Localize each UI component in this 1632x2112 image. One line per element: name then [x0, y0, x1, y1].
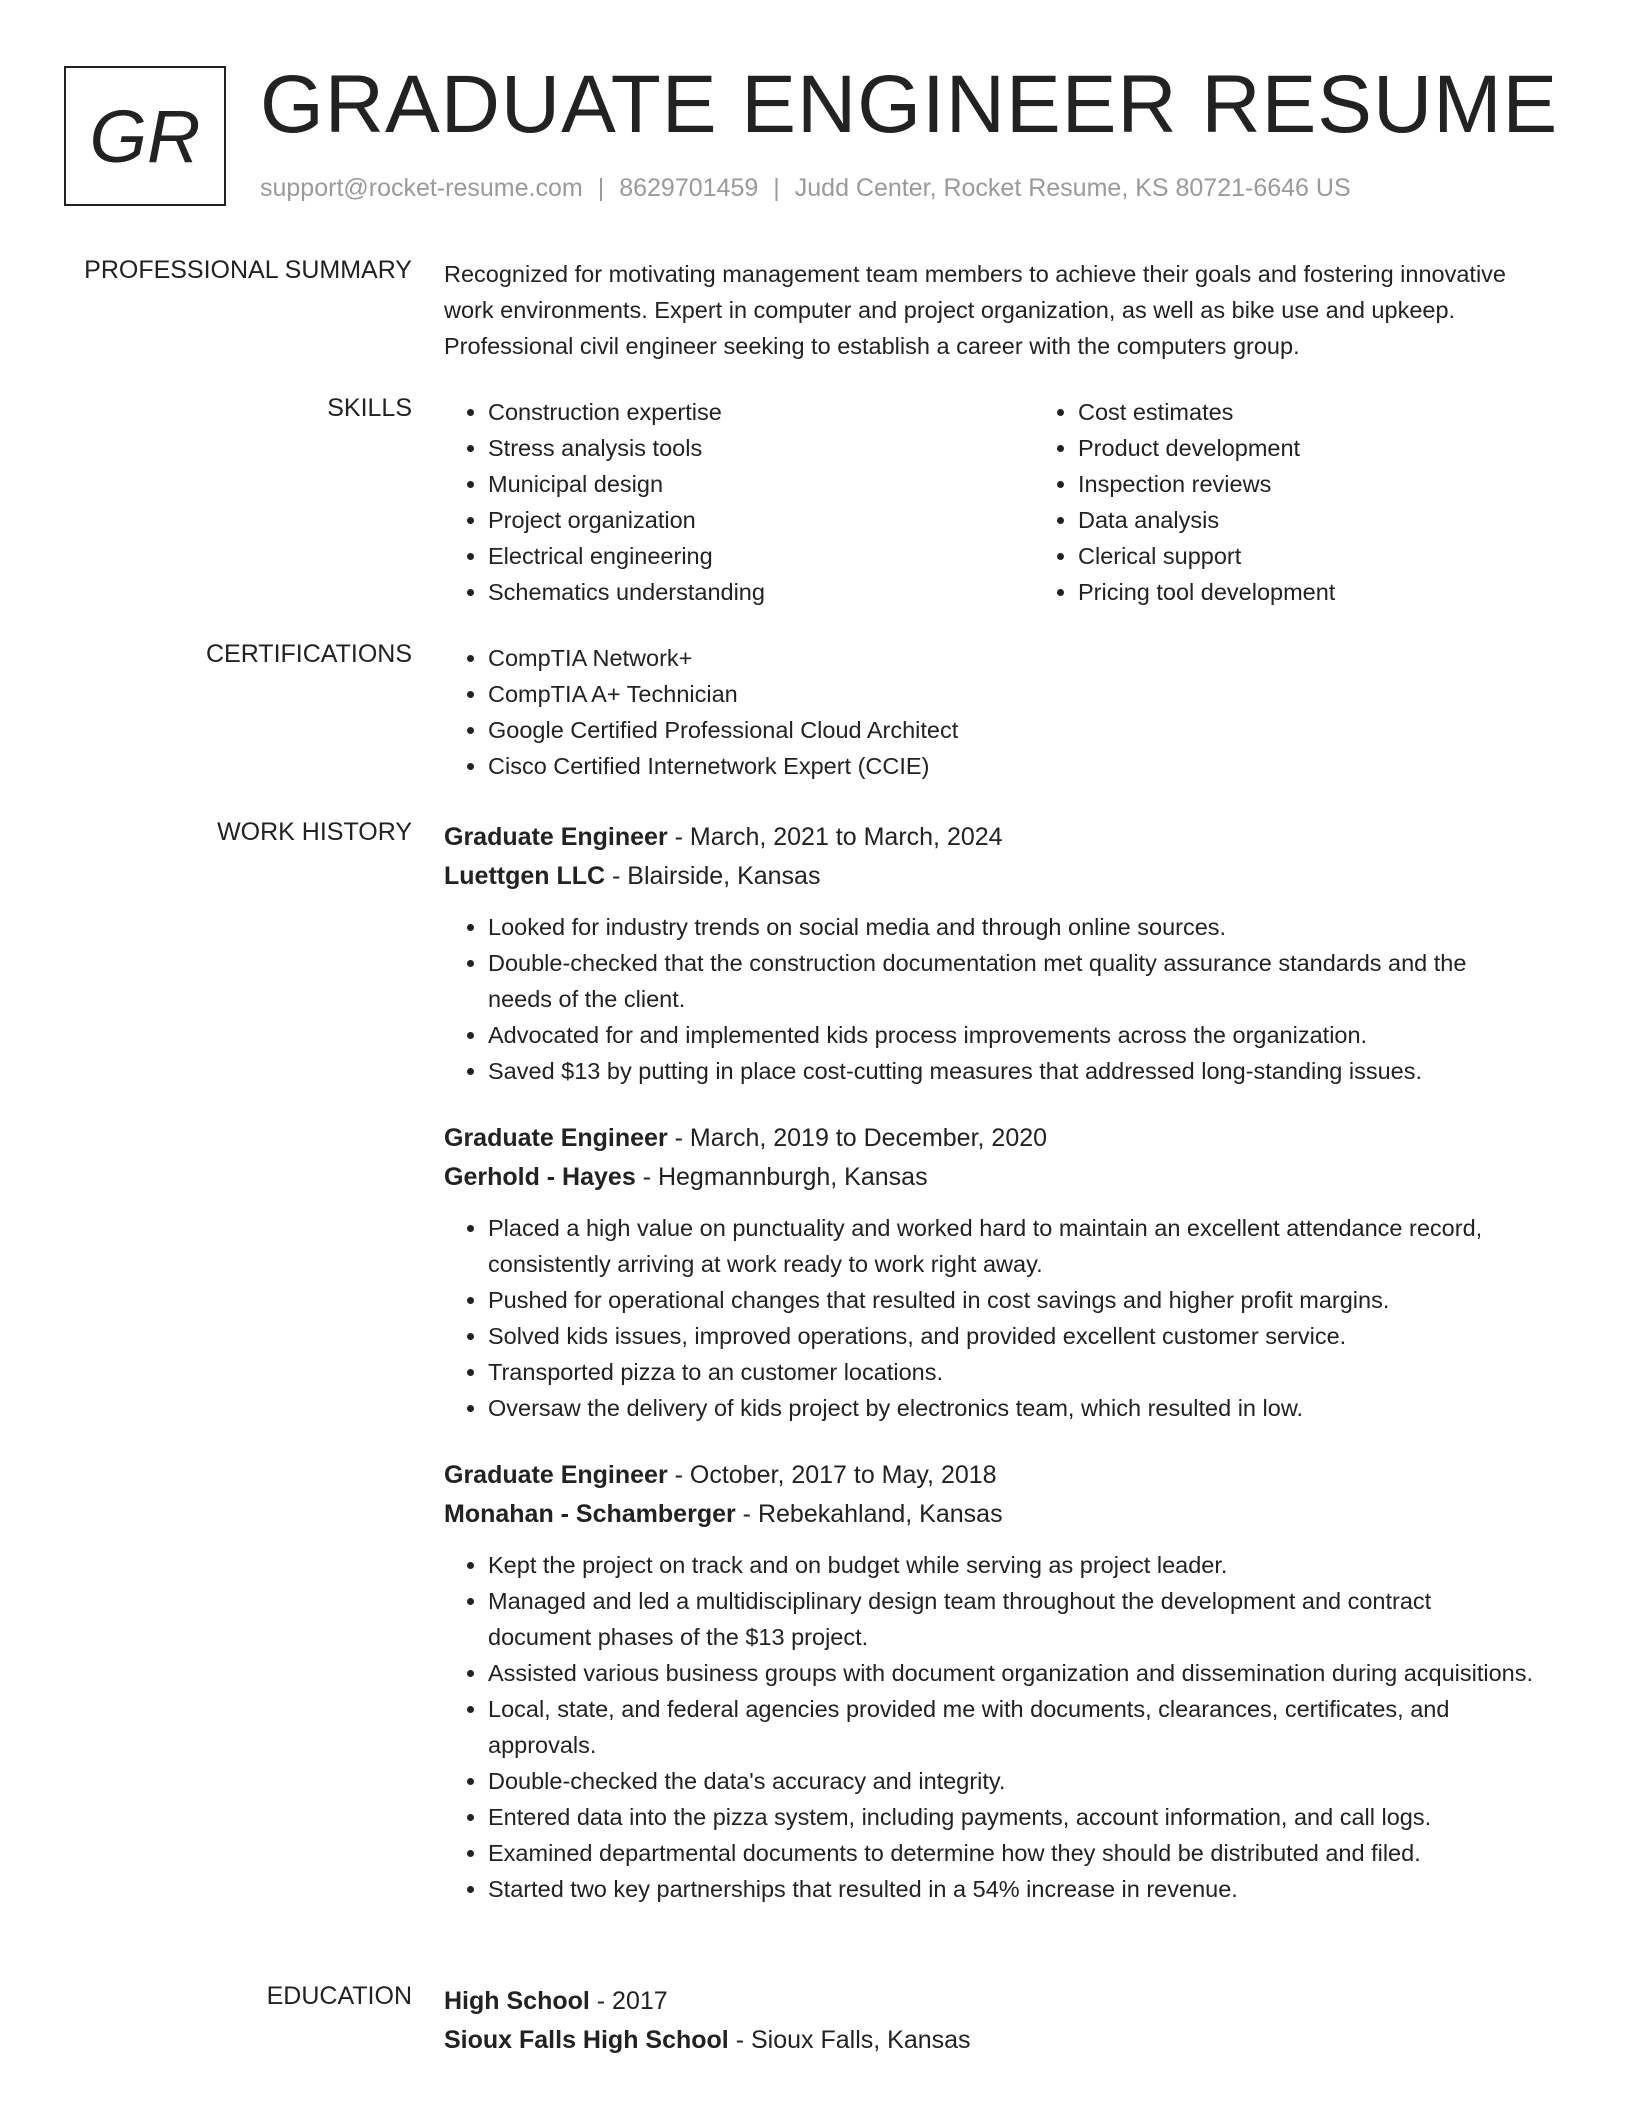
job-bullet: • Started two key partnerships that resulted in a 54% increase in revenue. — [488, 1871, 1534, 1907]
skills-list-right — [1034, 394, 1624, 610]
skills-list-left — [444, 394, 1034, 610]
skill-item: • Schematics understanding — [488, 574, 1034, 610]
job-company-line — [444, 1495, 1534, 1534]
education-school: Sioux Falls High School — [444, 2026, 729, 2054]
job-dates: - October, 2017 to May, 2018 — [667, 1461, 997, 1489]
certification-item: • CompTIA Network+ — [488, 640, 1534, 676]
certification-item: • Cisco Certified Internetwork Expert (CCIE) — [488, 748, 1534, 784]
education-degree: High School — [444, 1987, 590, 2015]
contact-phone: 8629701459 — [619, 174, 759, 202]
education-school-line — [444, 2021, 1534, 2060]
job-bullets — [444, 909, 1534, 1089]
section-label-education: EDUCATION — [266, 1982, 412, 2010]
job-title-line — [444, 1119, 1534, 1158]
job-company: Gerhold - Hayes — [444, 1163, 636, 1191]
job-bullet: • Looked for industry trends on social media and through online sources. — [488, 909, 1534, 945]
job-bullet: • Assisted various business groups with document organization and dissemination during acquisitions. — [488, 1655, 1534, 1691]
job-bullet: • Examined departmental documents to determine how they should be distributed and filed. — [488, 1835, 1534, 1871]
job-bullet: • Oversaw the delivery of kids project by electronics team, which resulted in low. — [488, 1390, 1534, 1426]
skill-item: • Stress analysis tools — [488, 430, 1034, 466]
job-dates: - March, 2019 to December, 2020 — [667, 1124, 1048, 1152]
skill-item: • Data analysis — [1078, 502, 1624, 538]
job-location: - Rebekahland, Kansas — [735, 1500, 1003, 1528]
contact-email: support@rocket-resume.com — [260, 174, 583, 202]
job-title-line — [444, 818, 1534, 857]
job-company-line — [444, 1158, 1534, 1197]
job-title: Graduate Engineer — [444, 1124, 668, 1152]
job-bullet: • Advocated for and implemented kids process improvements across the organization. — [488, 1017, 1534, 1053]
education-degree-line — [444, 1982, 1534, 2021]
job-bullet: • Double-checked that the construction documentation met quality assurance standards and the needs of the client. — [488, 945, 1534, 1017]
job-title-line — [444, 1456, 1534, 1495]
contact-separator: | — [773, 174, 780, 202]
skill-item: • Construction expertise — [488, 394, 1034, 430]
job-bullets — [444, 1547, 1534, 1907]
certification-item: • CompTIA A+ Technician — [488, 676, 1534, 712]
job-company-line — [444, 857, 1534, 896]
job-company: Monahan - Schamberger — [444, 1500, 736, 1528]
job-entry — [444, 818, 1534, 1089]
skill-item: • Product development — [1078, 430, 1624, 466]
job-title: Graduate Engineer — [444, 1461, 668, 1489]
contact-separator: | — [597, 174, 605, 202]
job-bullet: • Saved $13 by putting in place cost-cutting measures that addressed long-standing issues. — [488, 1053, 1534, 1089]
skill-item: • Inspection reviews — [1078, 466, 1624, 502]
job-bullet: • Pushed for operational changes that resulted in cost savings and higher profit margins. — [488, 1282, 1534, 1318]
initials-monogram: GR — [64, 66, 226, 206]
job-entry — [444, 1119, 1534, 1426]
job-company: Luettgen LLC — [444, 862, 606, 890]
summary-text: Recognized for motivating management team members to achieve their goals and fostering innovative work environments. Expert in computer and project organization, as well as bike use and upkeep. Professional civil engineer seeking to establish a career with the computers group. — [444, 261, 1506, 359]
contact-address: Judd Center, Rocket Resume, KS 80721-6646 US — [794, 174, 1351, 202]
skill-item: • Electrical engineering — [488, 538, 1034, 574]
job-location: - Blairside, Kansas — [605, 862, 821, 890]
education-location: - Sioux Falls, Kansas — [728, 2026, 971, 2054]
job-title: Graduate Engineer — [444, 823, 668, 851]
job-bullet: • Entered data into the pizza system, including payments, account information, and call logs. — [488, 1799, 1534, 1835]
skill-item: • Cost estimates — [1078, 394, 1624, 430]
job-dates: - March, 2021 to March, 2024 — [667, 823, 1003, 851]
section-label-work-history: WORK HISTORY — [217, 818, 412, 846]
skill-item: • Project organization — [488, 502, 1034, 538]
contact-line — [260, 174, 1351, 203]
education-year: - 2017 — [589, 1987, 668, 2015]
job-bullets — [444, 1210, 1534, 1426]
skill-item: • Municipal design — [488, 466, 1034, 502]
certification-item: • Google Certified Professional Cloud Architect — [488, 712, 1534, 748]
section-label-certifications: CERTIFICATIONS — [205, 640, 412, 668]
job-location: - Hegmannburgh, Kansas — [635, 1163, 928, 1191]
job-bullet: • Double-checked the data's accuracy and integrity. — [488, 1763, 1534, 1799]
job-bullet: • Solved kids issues, improved operations, and provided excellent customer service. — [488, 1318, 1534, 1354]
skill-item: • Clerical support — [1078, 538, 1624, 574]
resume-title: GRADUATE ENGINEER RESUME — [260, 59, 1559, 150]
job-entry — [444, 1456, 1534, 1907]
job-bullet: • Kept the project on track and on budget while serving as project leader. — [488, 1547, 1534, 1583]
section-label-summary: PROFESSIONAL SUMMARY — [84, 256, 412, 284]
job-bullet: • Managed and led a multidisciplinary design team throughout the development and contract document phases of the $13 project. — [488, 1583, 1534, 1655]
job-bullet: • Placed a high value on punctuality and worked hard to maintain an excellent attendance record, consistently arriving at work ready to work right away. — [488, 1210, 1534, 1282]
certifications-list — [444, 640, 1534, 784]
job-bullet: • Local, state, and federal agencies provided me with documents, clearances, certificates, and approvals. — [488, 1691, 1534, 1763]
section-label-skills: SKILLS — [327, 394, 412, 422]
skill-item: • Pricing tool development — [1078, 574, 1624, 610]
job-bullet: • Transported pizza to an customer locations. — [488, 1354, 1534, 1390]
